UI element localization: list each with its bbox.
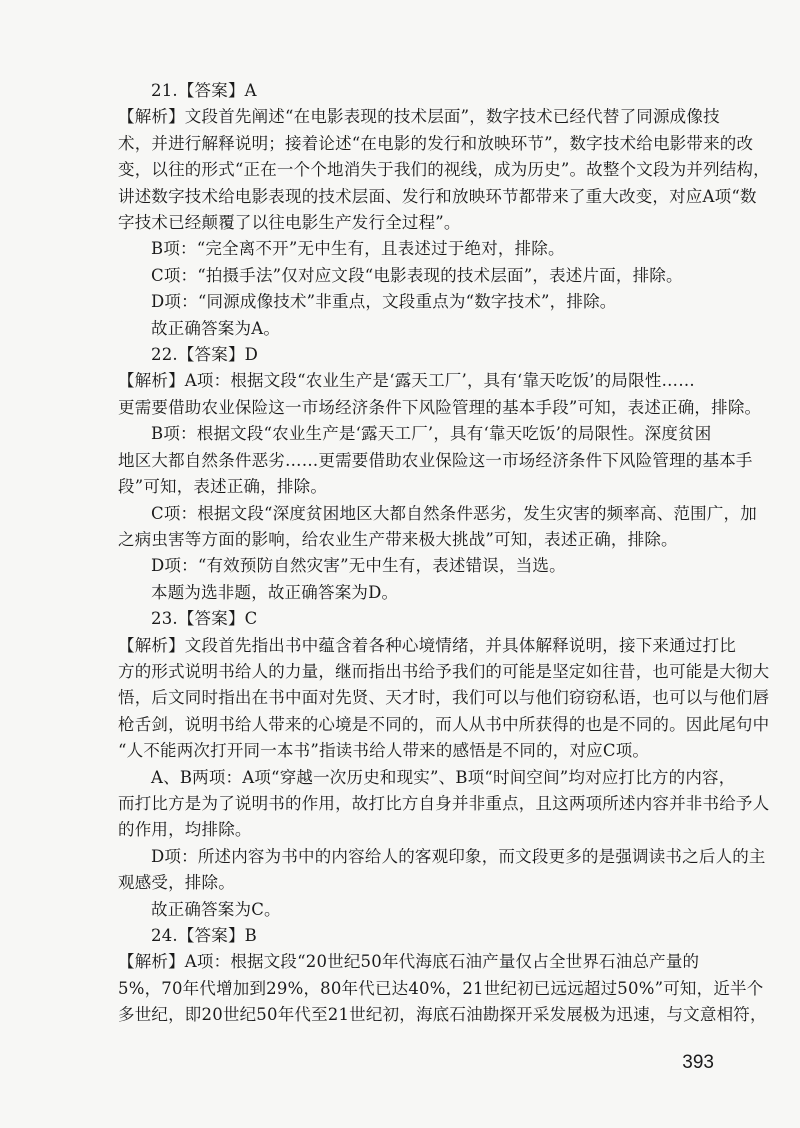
text-line: 22.【答案】D: [151, 345, 259, 365]
text-line: 而打比方是为了说明书的作用，故打比方自身并非重点，且这两项所述内容并非书给予人: [118, 793, 770, 813]
text-line: 术，并进行解释说明；接着论述“在电影的发行和放映环节”，数字技术给电影带来的改: [118, 133, 754, 153]
text-line: 段”可知，表述正确，排除。: [118, 477, 328, 497]
text-line: 观感受，排除。: [118, 873, 235, 893]
text-line: D项：“有效预防自然灾害”无中生有，表述错误，当选。: [151, 556, 566, 576]
text-line: 5%，70年代增加到29%，80年代已达40%，21世纪初已远远超过50%”可知，近半个: [118, 978, 764, 998]
text-line: 21.【答案】A: [151, 81, 257, 100]
text-line: 变，以往的形式“正在一个个地消失于我们的视线，成为历史”。故整个文段为并列结构，: [118, 160, 770, 180]
text-line: 的作用，均排除。: [118, 820, 252, 840]
answer-explanations: [118, 78, 770, 1029]
text-line: C项：“拍摄手法”仅对应文段“电影表现的技术层面”，表述片面，排除。: [151, 265, 683, 285]
text-line: 24.【答案】B: [151, 926, 257, 945]
page-number: 393: [682, 1052, 714, 1073]
text-line: 讲述数字技术给电影表现的技术层面、发行和放映环节都带来了重大改变，对应A项“数: [118, 186, 757, 206]
text-line: 枪舌剑，说明书给人带来的心境是不同的，而人从书中所获得的也是不同的。因此尾句中: [118, 714, 770, 734]
text-line: 字技术已经颠覆了以往电影生产发行全过程”。: [118, 213, 461, 233]
text-line: 【解析】A项：根据文段“农业生产是‘露天工厂’，具有‘靠天吃饭’的局限性……: [118, 371, 695, 391]
text-line: D项：“同源成像技术”非重点，文段重点为“数字技术”，排除。: [151, 292, 617, 312]
text-line: 更需要借助农业保险这一市场经济条件下风险管理的基本手段”可知，表述正确，排除。: [118, 397, 762, 417]
text-line: “人不能两次打开同一本书”指读书给人带来的感悟是不同的，对应C项。: [118, 741, 650, 761]
text-line: C项：根据文段“深度贫困地区大都自然条件恶劣，发生灾害的频率高、范围广，加: [151, 503, 757, 523]
text-line: 本题为选非题，故正确答案为D。: [151, 582, 399, 602]
text-line: 故正确答案为A。: [151, 318, 281, 338]
text-line: 23.【答案】C: [151, 609, 258, 629]
text-line: 悟，后文同时指出在书中面对先贤、天才时，我们可以与他们窃窃私语，也可以与他们唇: [118, 688, 770, 708]
text-line: 方的形式说明书给人的力量，继而指出书给予我们的可能是坚定如往昔，也可能是大彻大: [118, 661, 770, 681]
text-line: 【解析】文段首先指出书中蕴含着各种心境情绪，并具体解释说明，接下来通过打比: [118, 635, 736, 655]
text-line: B项：“完全离不开”无中生有，且表述过于绝对，排除。: [151, 239, 565, 259]
text-line: 【解析】文段首先阐述“在电影表现的技术层面”，数字技术已经代替了同源成像技: [118, 107, 720, 127]
text-line: 【解析】A项：根据文段“20世纪50年代海底石油产量仅占全世界石油总产量的: [118, 952, 700, 972]
text-line: A、B两项：A项“穿越一次历史和现实”、B项“时间空间”均对应打比方的内容，: [151, 767, 736, 787]
text-line: 地区大都自然条件恶劣……更需要借助农业保险这一市场经济条件下风险管理的基本手: [118, 450, 753, 470]
text-line: 之病虫害等方面的影响，给农业生产带来极大挑战”可知，表述正确，排除。: [118, 529, 678, 549]
text-line: B项：根据文段“农业生产是‘露天工厂’，具有‘靠天吃饭’的局限性。深度贫困: [151, 424, 712, 444]
text-line: 多世纪，即20世纪50年代至21世纪初，海底石油勘探开采发展极为迅速，与文意相符，: [118, 1005, 767, 1025]
text-line: 故正确答案为C。: [151, 899, 281, 919]
text-line: D项：所述内容为书中的内容给人的客观印象，而文段更多的是强调读书之后人的主: [151, 846, 766, 866]
